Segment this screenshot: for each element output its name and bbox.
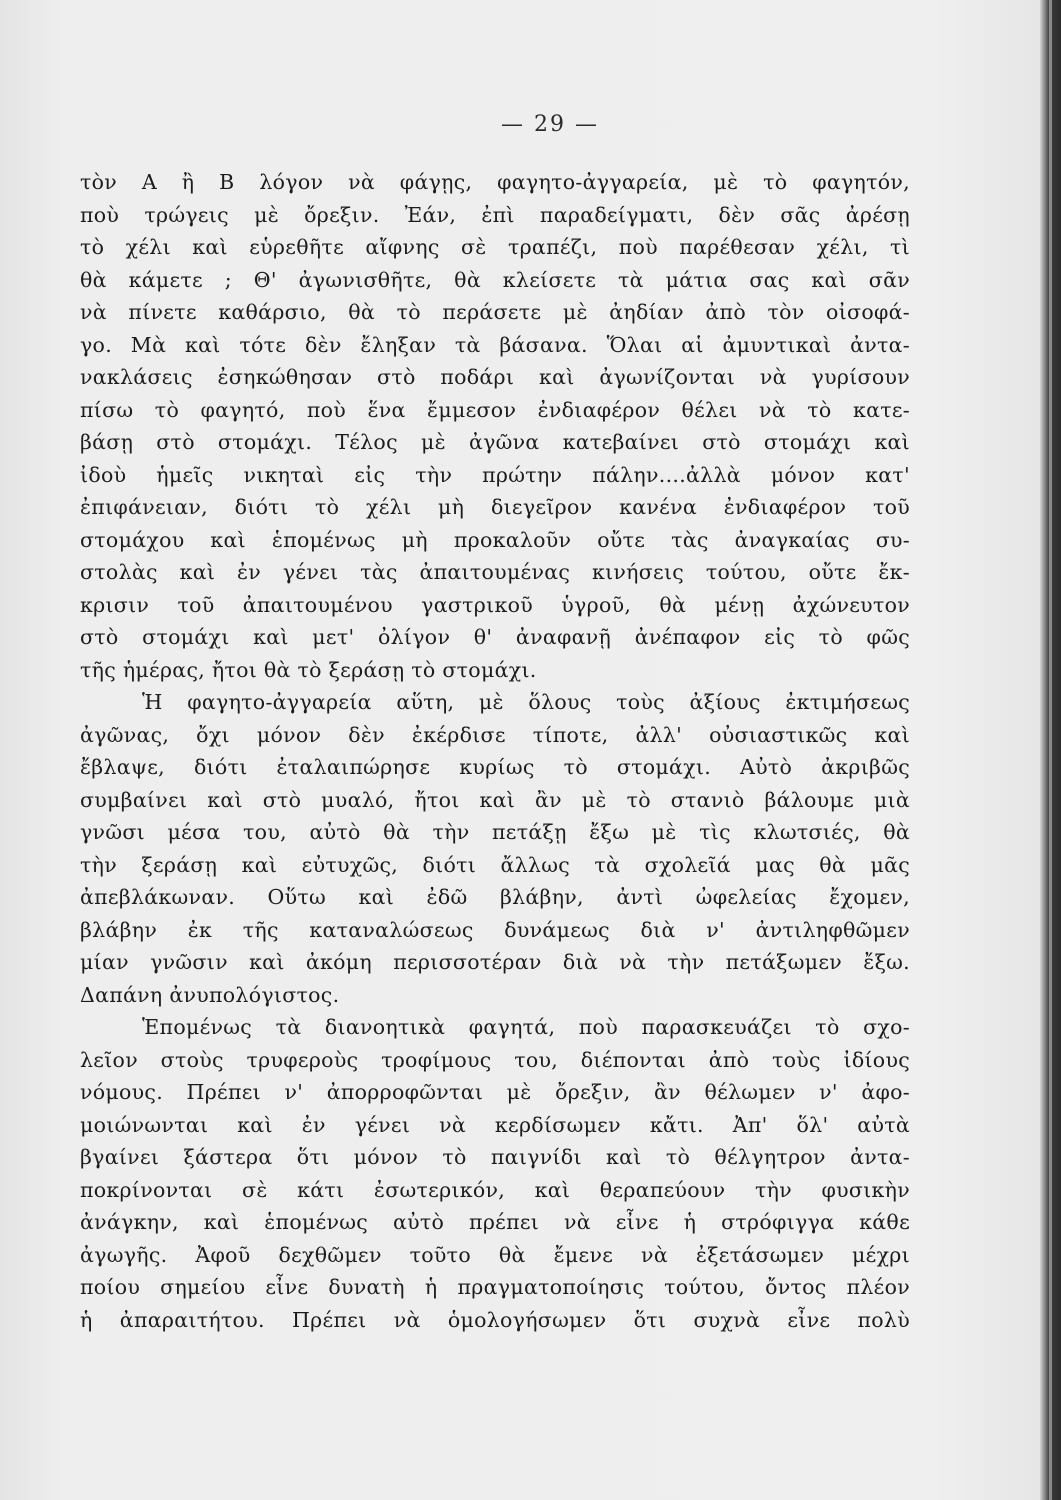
paragraph-start-line: Ἑπομένως τὰ διανοητικὰ φαγητά, ποὺ παρασκευάζει τὸ σχο-	[142, 1015, 910, 1039]
text-line: ἰδοὺ ἡμεῖς νικηταὶ εἰς τὴν πρώτην πάλην....ἀλλὰ μόνον κατ'	[80, 462, 910, 487]
text-line: βάσῃ στὸ στομάχι. Τέλος μὲ ἀγῶνα κατεβαίνει στὸ στομάχι καὶ	[80, 430, 910, 454]
text-line: βλάβην ἐκ τῆς καταναλώσεως δυνάμεως διὰ ν' ἀντιληφθῶμεν	[80, 917, 910, 942]
text-line: στολὰς καὶ ἐν γένει τὰς ἀπαιτουμένας κινήσεις τούτου, οὔτε ἔκ-	[80, 560, 910, 584]
text-line: μοιώνωνται καὶ ἐν γένει νὰ κερδίσωμεν κἄτι. Ἀπ' ὅλ' αὐτὰ	[80, 1112, 910, 1137]
paragraph-start-line: Ἡ φαγητο-ἀγγαρεία αὕτη, μὲ ὅλους τοὺς ἀξίους ἐκτιμήσεως	[142, 690, 910, 714]
text-line: γνῶσι μέσα του, αὐτὸ θὰ τὴν πετάξῃ ἔξω μὲ τὶς κλωτσιές, θὰ	[80, 820, 910, 844]
text-line: κρισιν τοῦ ἀπαιτουμένου γαστρικοῦ ὑγροῦ, θὰ μένῃ ἀχώνευτον	[80, 592, 910, 617]
text-line: μίαν γνῶσιν καὶ ἀκόμη περισσοτέραν διὰ νὰ τὴν πετάξωμεν ἔξω.	[80, 950, 910, 974]
text-line: νὰ πίνετε καθάρσιο, θὰ τὸ περάσετε μὲ ἀηδίαν ἀπὸ τὸν οἰσοφά-	[80, 300, 910, 324]
text-line: τὸ χέλι καὶ εὑρεθῆτε αἴφνης σὲ τραπέζι, ποὺ παρέθεσαν χέλι, τὶ	[80, 235, 910, 259]
text-line: θὰ κάμετε ; Θ' ἀγωνισθῆτε, θὰ κλείσετε τὰ μάτια σας καὶ σᾶν	[80, 267, 910, 292]
text-line: λεῖον στοὺς τρυφεροὺς τροφίμους του, διέπονται ἀπὸ τοὺς ἰδίους	[80, 1047, 910, 1072]
text-line: πίσω τὸ φαγητό, ποὺ ἕνα ἔμμεσον ἐνδιαφέρον θέλει νὰ τὸ κατε-	[80, 397, 910, 422]
text-line: γο. Μὰ καὶ τότε δὲν ἔληξαν τὰ βάσανα. Ὅλαι αἱ ἀμυντικαὶ ἀντα-	[80, 332, 910, 357]
text-line: ποκρίνονται σὲ κάτι ἐσωτερικόν, καὶ θεραπεύουν τὴν φυσικὴν	[80, 1177, 910, 1202]
text-line: συμβαίνει καὶ στὸ μυαλό, ἤτοι καὶ ἂν μὲ τὸ στανιὸ βάλουμε μιὰ	[80, 787, 910, 812]
text-line: ποίου σημείου εἶνε δυνατὴ ἡ πραγματοποίησις τούτου, ὄντος πλέον	[80, 1275, 910, 1299]
body-text	[80, 166, 910, 1336]
text-line: ἔβλαψε, διότι ἐταλαιπώρησε κυρίως τὸ στομάχι. Αὐτὸ ἀκριβῶς	[80, 755, 910, 779]
text-line: ἀνάγκην, καὶ ἑπομένως αὐτὸ πρέπει νὰ εἶνε ἡ στρόφιγγα κάθε	[80, 1210, 910, 1234]
text-line: ἀγωγῆς. Ἀφοῦ δεχθῶμεν τοῦτο θὰ ἔμενε νὰ ἐξετάσωμεν μέχρι	[80, 1242, 910, 1267]
text-line: ἀπεβλάκωναν. Οὕτω καὶ ἐδῶ βλάβην, ἀντὶ ὠφελείας ἔχομεν,	[80, 885, 910, 909]
text-line: τὴν ξεράσῃ καὶ εὐτυχῶς, διότι ἄλλως τὰ σχολεῖά μας θὰ μᾶς	[80, 852, 910, 877]
text-line: νόμους. Πρέπει ν' ἀπορροφῶνται μὲ ὄρεξιν, ἂν θέλωμεν ν' ἀφο-	[80, 1080, 910, 1104]
page-number: — 29 —	[501, 112, 599, 137]
text-line: τὸν Α ἢ Β λόγον νὰ φάγῃς, φαγητο-ἀγγαρεία, μὲ τὸ φαγητόν,	[80, 170, 910, 194]
text-line: ἐπιφάνειαν, διότι τὸ χέλι μὴ διεγεῖρον κανένα ἐνδιαφέρον τοῦ	[80, 495, 910, 519]
text-line: νακλάσεις ἐσηκώθησαν στὸ ποδάρι καὶ ἀγωνίζονται νὰ γυρίσουν	[80, 365, 910, 389]
text-line: ποὺ τρώγεις μὲ ὄρεξιν. Ἐάν, ἐπὶ παραδείγματι, δὲν σᾶς ἀρέσῃ	[80, 202, 910, 227]
paragraph-end-line: τῆς ἡμέρας, ἤτοι θὰ τὸ ξεράσῃ τὸ στομάχι.	[80, 657, 537, 682]
text-line: ἡ ἀπαραιτήτου. Πρέπει νὰ ὁμολογήσωμεν ὅτι συχνὰ εἶνε πολὺ	[80, 1307, 910, 1332]
text-line: βγαίνει ξάστερα ὅτι μόνον τὸ παιγνίδι καὶ τὸ θέλγητρον ἀντα-	[80, 1145, 910, 1169]
text-line: ἀγῶνας, ὄχι μόνον δὲν ἐκέρδισε τίποτε, ἀλλ' οὐσιαστικῶς καὶ	[80, 722, 910, 747]
text-line: στὸ στομάχι καὶ μετ' ὀλίγον θ' ἀναφανῇ ἀνέπαφον εἰς τὸ φῶς	[80, 625, 910, 649]
text-line: στομάχου καὶ ἑπομένως μὴ προκαλοῦν οὔτε τὰς ἀναγκαίας συ-	[80, 527, 910, 552]
spine-highlight	[1049, 0, 1052, 1500]
paragraph-end-line: Δαπάνη ἀνυπολόγιστος.	[80, 982, 340, 1007]
